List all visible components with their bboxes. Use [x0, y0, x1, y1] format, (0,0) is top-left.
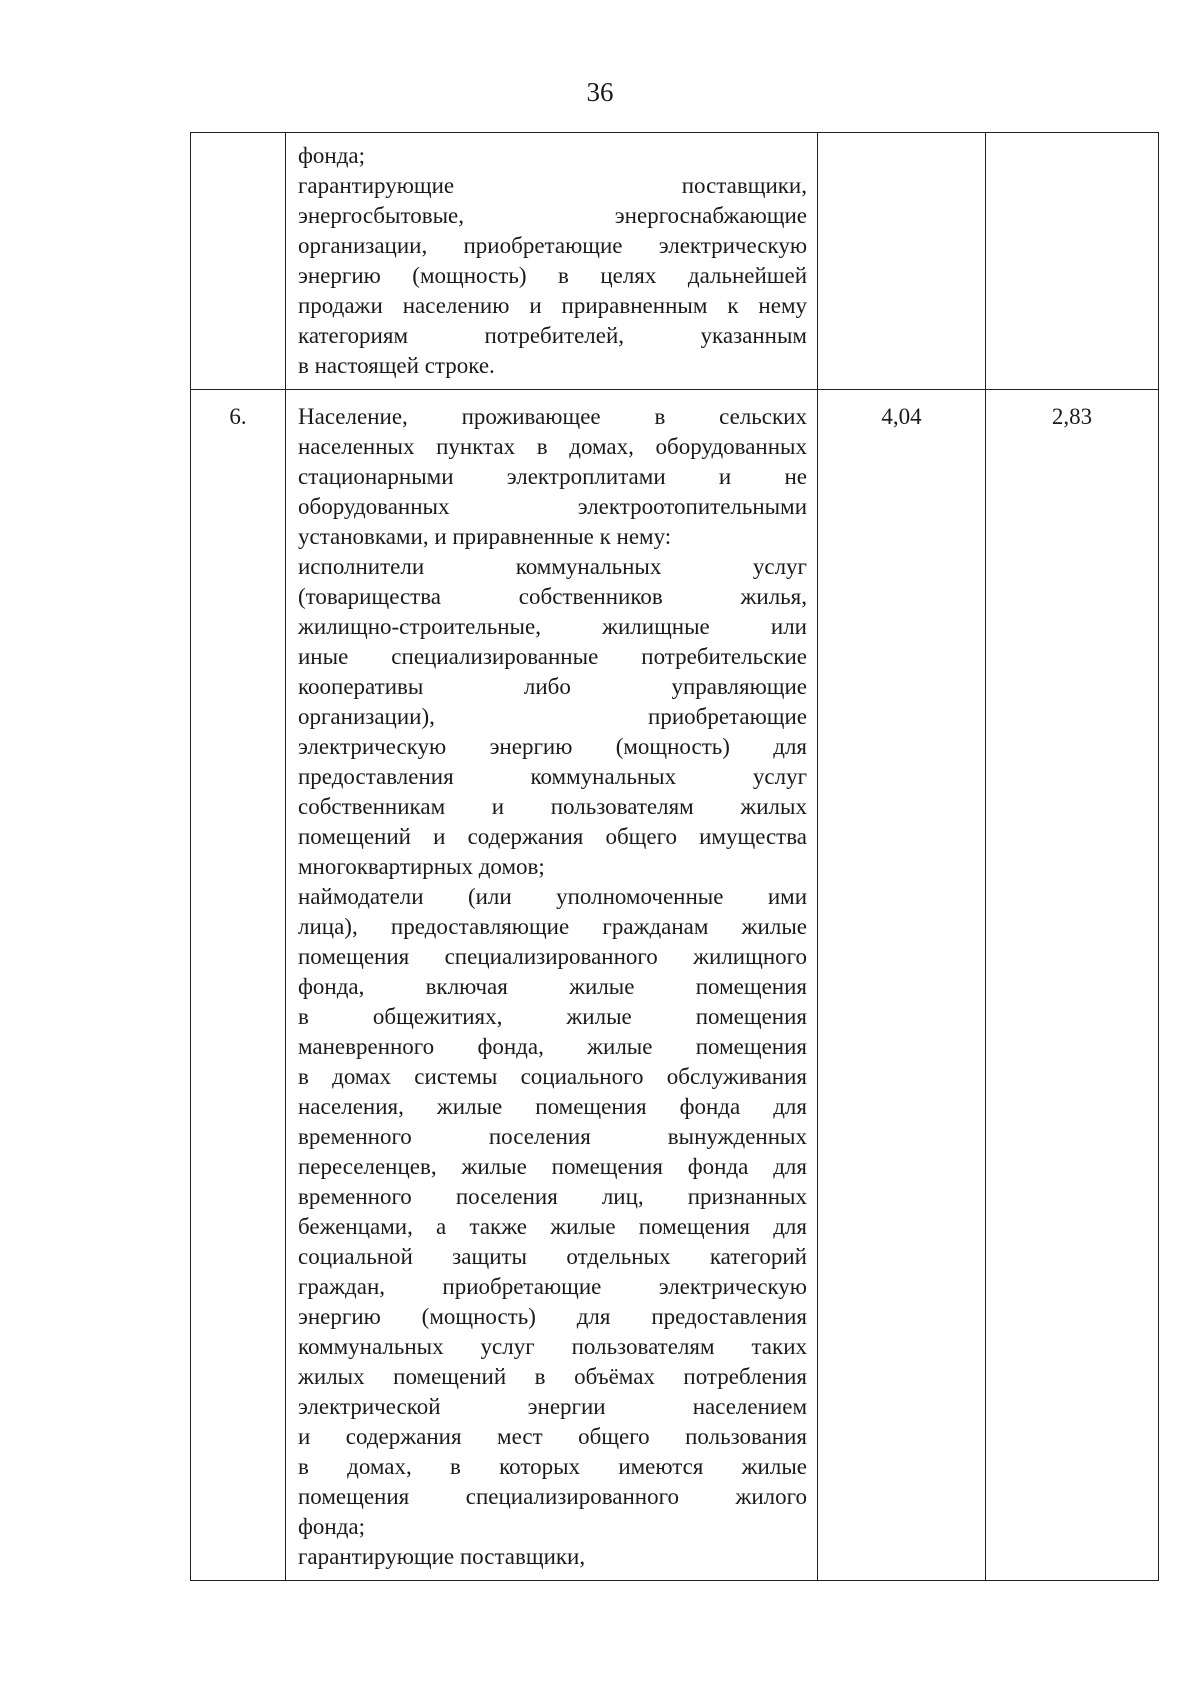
value2-cell: [986, 133, 1159, 390]
text-line: Население, проживающее в сельских: [298, 404, 807, 429]
text-line: собственникам и пользователям жилых: [298, 794, 807, 819]
table-row: [191, 133, 1159, 390]
text-line: в домах системы социального обслуживания: [298, 1064, 807, 1089]
text-line: маневренного фонда, жилые помещения: [298, 1034, 807, 1059]
text-line: энергию (мощность) в целях дальнейшей: [298, 263, 807, 288]
row-number: 6.: [229, 404, 247, 429]
description-cell: [286, 133, 818, 390]
text-line: в домах, в которых имеются жилые: [298, 1454, 807, 1479]
text-line: временного поселения лиц, признанных: [298, 1184, 807, 1209]
text-line: фонда;: [298, 1514, 366, 1539]
text-line: населения, жилые помещения фонда для: [298, 1094, 807, 1119]
value2-cell: [986, 390, 1159, 1581]
text-line: предоставления коммунальных услуг: [298, 764, 807, 789]
row-number-cell: [191, 390, 286, 1581]
text-line: установками, и приравненные к нему:: [298, 524, 672, 549]
text-line: электрическую энергию (мощность) для: [298, 734, 807, 759]
text-line: коммунальных услуг пользователям таких: [298, 1334, 807, 1359]
text-line: помещения специализированного жилищного: [298, 944, 807, 969]
value2: 2,83: [1051, 404, 1093, 429]
row-number-cell: [191, 133, 286, 390]
value1: [818, 133, 985, 145]
text-line: организации, приобретающие электрическую: [298, 233, 807, 258]
text-line: оборудованных электроотопительными: [298, 494, 807, 519]
text-line: переселенцев, жилые помещения фонда для: [298, 1154, 807, 1179]
value1: 4,04: [881, 404, 922, 429]
value1-cell: [818, 133, 986, 390]
text-line: (товарищества собственников жилья,: [298, 584, 807, 609]
text-line: наймодатели (или уполномоченные ими: [298, 884, 807, 909]
text-line: исполнители коммунальных услуг: [298, 554, 807, 579]
text-line: в общежитиях, жилые помещения: [298, 1004, 807, 1029]
text-line: беженцами, а также жилые помещения для: [298, 1214, 807, 1239]
text-line: фонда, включая жилые помещения: [298, 974, 807, 999]
description-cell: [286, 390, 818, 1581]
value1-cell: [818, 390, 986, 1581]
row-number: [191, 133, 285, 145]
text-line: социальной защиты отдельных категорий: [298, 1244, 807, 1269]
text-line: помещения специализированного жилого: [298, 1484, 807, 1509]
text-line: помещений и содержания общего имущества: [298, 824, 807, 849]
text-line: временного поселения вынужденных: [298, 1124, 807, 1149]
text-line: граждан, приобретающие электрическую: [298, 1274, 807, 1299]
text-line: в настоящей строке.: [298, 353, 495, 378]
tariff-table: [190, 132, 1159, 1581]
table-row: [191, 390, 1159, 1581]
text-line: стационарными электроплитами и не: [298, 464, 807, 489]
text-line: кооперативы либо управляющие: [298, 674, 807, 699]
text-line: населенных пунктах в домах, оборудованных: [298, 434, 807, 459]
text-line: жилых помещений в объёмах потребления: [298, 1364, 807, 1389]
text-line: гарантирующие поставщики,: [298, 173, 807, 198]
text-line: гарантирующие поставщики,: [298, 1544, 586, 1569]
text-line: жилищно-строительные, жилищные или: [298, 614, 807, 639]
text-line: лица), предоставляющие гражданам жилые: [298, 914, 807, 939]
text-line: продажи населению и приравненным к нему: [298, 293, 807, 318]
text-line: организации), приобретающие: [298, 704, 807, 729]
text-line: энергию (мощность) для предоставления: [298, 1304, 807, 1329]
page-number: 36: [586, 77, 614, 107]
text-line: иные специализированные потребительские: [298, 644, 807, 669]
description-text: [286, 133, 817, 389]
text-line: и содержания мест общего пользования: [298, 1424, 807, 1449]
description-text: [286, 390, 817, 1580]
text-line: многоквартирных домов;: [298, 854, 545, 879]
text-line: фонда;: [298, 143, 366, 168]
text-line: электрической энергии населением: [298, 1394, 807, 1419]
text-line: энергосбытовые, энергоснабжающие: [298, 203, 807, 228]
text-line: категориям потребителей, указанным: [298, 323, 807, 348]
value2: [986, 133, 1158, 145]
